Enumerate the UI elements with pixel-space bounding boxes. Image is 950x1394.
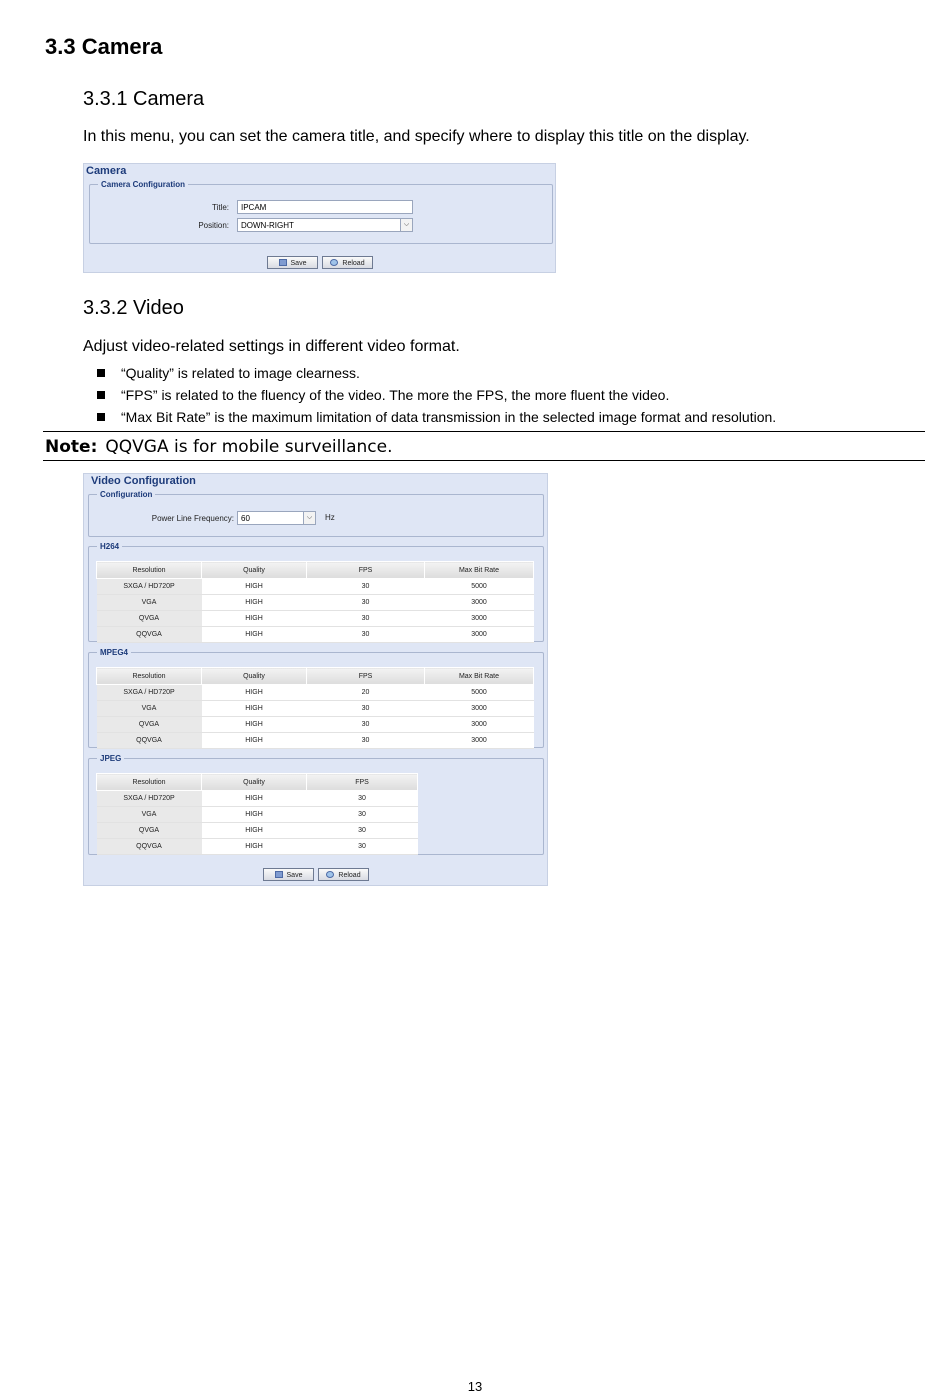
table-row [97,685,534,701]
mpeg4-legend: MPEG4 [100,648,129,657]
camera-panel-title: Camera [86,165,127,177]
table-row [97,611,534,627]
cell-fps[interactable]: 30 [307,627,425,643]
cell-resolution: QQVGA [97,733,202,749]
cell-bitrate[interactable]: 3000 [425,627,534,643]
cell-fps[interactable]: 30 [307,701,425,717]
bullet-bitrate: “Max Bit Rate” is the maximum limitation of data transmission in the selected image format and resolution. [97,409,776,425]
cell-quality[interactable]: HIGH [202,595,307,611]
cell-quality[interactable]: HIGH [202,717,307,733]
reload-button[interactable]: Reload [322,256,373,269]
jpeg-legend: JPEG [100,754,122,763]
power-line-value: 60 [241,514,250,523]
camera-heading: 3.3.1 Camera [83,88,205,110]
reload-icon [326,871,334,878]
camera-intro: In this menu, you can set the camera title, and specify where to display this title on the display. [83,128,750,145]
cell-fps[interactable]: 30 [307,791,418,807]
position-select[interactable] [237,218,413,232]
table-row [97,579,534,595]
table-row [97,733,534,749]
table-row [97,717,534,733]
cell-resolution: QVGA [97,823,202,839]
power-line-select[interactable] [237,511,316,525]
cell-resolution: QQVGA [97,839,202,855]
mpeg4-table [96,667,534,749]
cell-quality[interactable]: HIGH [202,701,307,717]
cell-quality[interactable]: HIGH [202,579,307,595]
jpeg-table [96,773,418,855]
col-bitrate: Max Bit Rate [425,668,534,685]
col-resolution: Resolution [97,562,202,579]
cell-fps[interactable]: 30 [307,823,418,839]
cell-resolution: VGA [97,807,202,823]
reload-icon [330,259,338,266]
cell-quality[interactable]: HIGH [202,733,307,749]
table-row [97,807,418,823]
cell-bitrate[interactable]: 3000 [425,701,534,717]
bullet-quality: “Quality” is related to image clearness. [97,365,360,381]
video-panel-title: Video Configuration [91,475,196,487]
cell-fps[interactable]: 30 [307,733,425,749]
table-row [97,595,534,611]
chevron-down-icon[interactable]: ⌵ [303,512,315,524]
bullet-square-icon [97,391,105,399]
cell-fps[interactable]: 30 [307,611,425,627]
table-row [97,823,418,839]
cell-quality[interactable]: HIGH [202,823,307,839]
cell-quality[interactable]: HIGH [202,839,307,855]
cell-bitrate[interactable]: 3000 [425,733,534,749]
cell-resolution: SXGA / HD720P [97,685,202,701]
h264-table [96,561,534,643]
cell-quality[interactable]: HIGH [202,685,307,701]
cell-resolution: QVGA [97,611,202,627]
cell-bitrate[interactable]: 3000 [425,717,534,733]
save-button[interactable]: Save [263,868,314,881]
cell-fps[interactable]: 20 [307,685,425,701]
table-row [97,701,534,717]
position-label: Position: [198,221,229,230]
cell-quality[interactable]: HIGH [202,807,307,823]
save-icon [275,871,283,878]
cell-bitrate[interactable]: 3000 [425,595,534,611]
col-fps: FPS [307,562,425,579]
note-text: QQVGA is for mobile surveillance. [105,437,393,457]
cell-resolution: VGA [97,595,202,611]
video-heading: 3.3.2 Video [83,297,184,319]
col-fps: FPS [307,774,418,791]
cell-resolution: QVGA [97,717,202,733]
col-quality: Quality [202,774,307,791]
position-value: DOWN-RIGHT [241,221,294,230]
cell-quality[interactable]: HIGH [202,791,307,807]
cell-quality[interactable]: HIGH [202,627,307,643]
camera-config-legend: Camera Configuration [101,180,186,189]
reload-button[interactable]: Reload [318,868,369,881]
power-line-unit: Hz [325,513,335,522]
note-label: Note: [45,437,98,457]
col-bitrate: Max Bit Rate [425,562,534,579]
cell-bitrate[interactable]: 3000 [425,611,534,627]
col-resolution: Resolution [97,668,202,685]
cell-fps[interactable]: 30 [307,839,418,855]
col-quality: Quality [202,668,307,685]
section-title: 3.3 Camera [45,34,163,59]
cell-fps[interactable]: 30 [307,807,418,823]
save-button[interactable]: Save [267,256,318,269]
cell-quality[interactable]: HIGH [202,611,307,627]
page-number: 13 [467,1379,483,1394]
h264-legend: H264 [100,542,120,551]
cell-resolution: QQVGA [97,627,202,643]
cell-bitrate[interactable]: 5000 [425,579,534,595]
cell-fps[interactable]: 30 [307,717,425,733]
cell-fps[interactable]: 30 [307,579,425,595]
save-icon [279,259,287,266]
col-quality: Quality [202,562,307,579]
bullet-square-icon [97,369,105,377]
note-bottom-rule [43,460,925,461]
table-row [97,839,418,855]
video-intro: Adjust video-related settings in different video format. [83,338,460,355]
title-input[interactable]: IPCAM [237,200,413,214]
chevron-down-icon[interactable]: ⌵ [400,219,412,231]
bullet-fps: “FPS” is related to the fluency of the video. The more the FPS, the more fluent the video. [97,387,669,403]
col-resolution: Resolution [97,774,202,791]
cell-resolution: SXGA / HD720P [97,579,202,595]
cell-resolution: SXGA / HD720P [97,791,202,807]
cell-bitrate[interactable]: 5000 [425,685,534,701]
cell-fps[interactable]: 30 [307,595,425,611]
title-label: Title: [211,203,229,212]
power-line-label: Power Line Frequency: [151,514,234,523]
col-fps: FPS [307,668,425,685]
video-config-legend: Configuration [100,490,153,499]
bullet-square-icon [97,413,105,421]
cell-resolution: VGA [97,701,202,717]
note [45,437,393,457]
camera-panel [83,163,556,273]
table-row [97,627,534,643]
video-panel [83,473,548,886]
table-row [97,791,418,807]
note-top-rule [43,431,925,432]
